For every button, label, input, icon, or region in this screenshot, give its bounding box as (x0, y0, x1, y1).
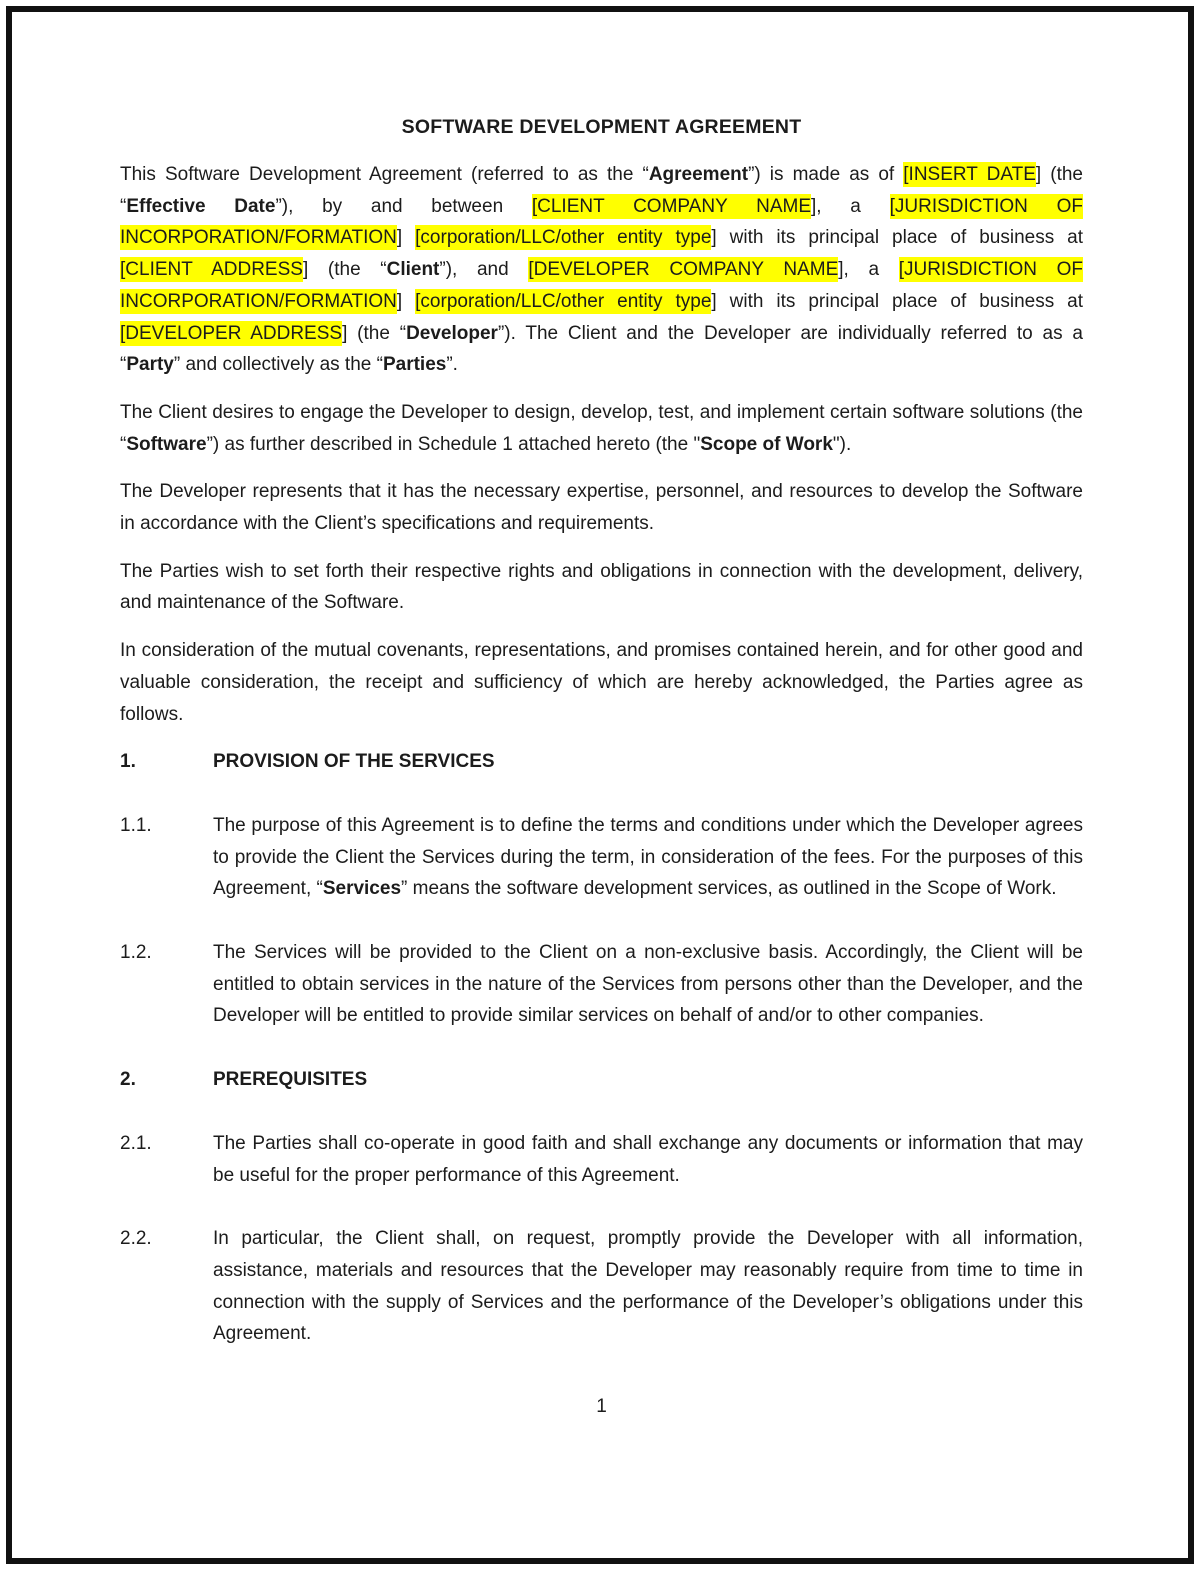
intro-paragraph-engagement (120, 397, 1083, 460)
section-heading-text: PREREQUISITES (213, 1069, 368, 1091)
text-run: ] with its principal place of business at (711, 290, 1083, 312)
section-2-heading (120, 1064, 1083, 1096)
clause-text (213, 1223, 1083, 1350)
clause-number: 1.1. (120, 814, 152, 836)
text-run: The Services will be provided to the Client on a non-exclusive basis. Accordingly, the Client will be entitled to obtain services in the nature of the Services from persons other than the Developer, and the Developer will be entitled to provide similar services on behalf of and/or to other companies. (213, 942, 1083, 1027)
section-heading-text: PROVISION OF THE SERVICES (213, 751, 495, 773)
clause-1-2 (120, 937, 1083, 1032)
placeholder-highlight: [INSERT DATE (903, 164, 1036, 185)
intro-paragraph-intent (120, 556, 1083, 619)
defined-term: Scope of Work (700, 433, 833, 455)
defined-term: Party (126, 354, 174, 376)
text-run: ] (the “ (302, 259, 387, 281)
section-number: 2. (120, 1069, 136, 1091)
placeholder-highlight: [corporation/LLC/other entity type (415, 227, 712, 249)
defined-term: Software (126, 433, 207, 455)
text-run: ”), and (439, 259, 529, 281)
text-run: ” means the software development services, as outlined in the Scope of Work. (401, 878, 1057, 900)
page-number: 1 (596, 1396, 607, 1418)
intro-paragraph-consideration (120, 635, 1083, 730)
placeholder-highlight: [DEVELOPER ADDRESS (120, 322, 343, 344)
text-run: ] (396, 290, 416, 312)
clause-2-1 (120, 1128, 1083, 1191)
placeholder-highlight: [DEVELOPER COMPANY NAME (528, 259, 839, 281)
placeholder-highlight: [JURISDICTION OF INCORPORATION/FORMATION (120, 259, 1083, 312)
clause-text (213, 1128, 1083, 1191)
defined-term: Agreement (648, 164, 749, 185)
clause-number: 2.1. (120, 1132, 152, 1154)
text-run: ] (the “ (120, 164, 1083, 217)
defined-term: Parties (382, 354, 447, 376)
text-run: In consideration of the mutual covenants, representations, and promises contained herein, and for other good and valuable consideration, the receipt and sufficiency of which are hereby acknowledged, the Parties agree as follows. (120, 640, 1083, 725)
text-run: ”). The Client and the Developer are individually referred to as a “ (120, 322, 1083, 376)
text-run: ], a (811, 195, 890, 217)
defined-term: Effective Date (126, 195, 276, 217)
text-run: The purpose of this Agreement is to define the terms and conditions under which the Developer agrees to provide the Client the Services during the term, in consideration of the fees. For the purposes of this Agreement, “ (213, 814, 1083, 900)
text-run: ”. (446, 354, 458, 376)
text-run: ”) as further described in Schedule 1 attached hereto (the " (206, 433, 701, 455)
text-run: ”) is made as of (748, 164, 904, 185)
text-run: ] with its principal place of business at (711, 227, 1083, 249)
clause-text (213, 810, 1083, 905)
text-run: The Client desires to engage the Developer to design, develop, test, and implement certain software solutions (the “ (120, 401, 1083, 455)
clause-text (213, 937, 1083, 1032)
text-run: In particular, the Client shall, on request, promptly provide the Developer with all information, assistance, materials and resources that the Developer may reasonably require from time to time in connection with the supply of Services and the performance of the Developer’s obligations under this Agreement. (213, 1228, 1083, 1345)
text-run: ” and collectively as the “ (173, 354, 383, 376)
clause-2-2 (120, 1223, 1083, 1350)
clause-number: 2.2. (120, 1228, 152, 1250)
defined-term: Developer (406, 322, 498, 344)
placeholder-highlight: [CLIENT COMPANY NAME (531, 195, 812, 217)
text-run: ] (396, 227, 416, 249)
text-run: The Parties shall co-operate in good faith and shall exchange any documents or information that may be useful for the proper performance of this Agreement. (213, 1132, 1083, 1186)
text-run: The Parties wish to set forth their respective rights and obligations in connection with the development, delivery, and maintenance of the Software. (120, 560, 1083, 614)
defined-term: Services (322, 878, 402, 900)
placeholder-highlight: [CLIENT ADDRESS (120, 259, 303, 281)
text-run: The Developer represents that it has the necessary expertise, personnel, and resources to develop the Software in accordance with the Client’s specifications and requirements. (120, 481, 1083, 535)
placeholder-highlight: [JURISDICTION OF INCORPORATION/FORMATION (120, 195, 1083, 249)
text-run: ], a (838, 259, 899, 281)
page-content (120, 112, 1083, 1418)
intro-paragraph-representation (120, 476, 1083, 539)
clause-1-1 (120, 810, 1083, 905)
text-run: This Software Development Agreement (referred to as the “ (120, 164, 649, 185)
clause-number: 1.2. (120, 942, 152, 964)
text-run: ] (the “ (342, 322, 407, 344)
intro-paragraph-parties (120, 159, 1083, 381)
document-title: SOFTWARE DEVELOPMENT AGREEMENT (401, 116, 802, 138)
section-number: 1. (120, 751, 136, 773)
text-run: "). (832, 433, 852, 455)
placeholder-highlight: [corporation/LLC/other entity type (415, 290, 712, 312)
text-run: ”), by and between (275, 195, 532, 217)
defined-term: Client (386, 259, 440, 281)
section-1-heading (120, 746, 1083, 778)
